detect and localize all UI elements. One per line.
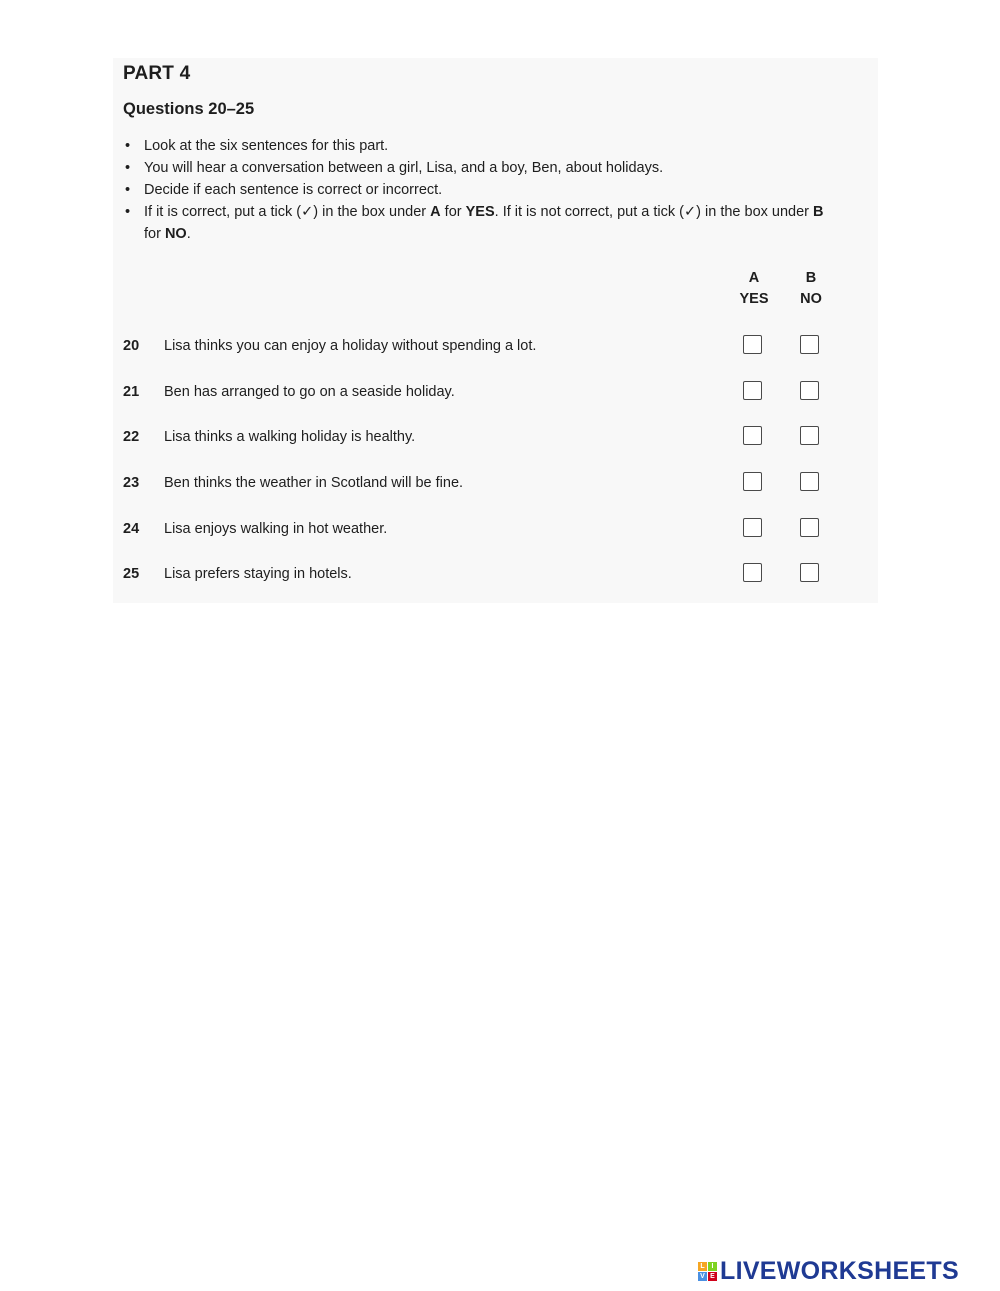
- yes-checkbox[interactable]: [743, 335, 762, 354]
- instruction-item: [123, 201, 843, 245]
- question-number: 20: [123, 338, 140, 354]
- column-b-letter: B: [805, 270, 817, 286]
- question-text: Ben thinks the weather in Scotland will be fine.: [164, 475, 464, 491]
- question-number: 22: [123, 429, 140, 445]
- question-row: [123, 472, 843, 498]
- question-row: [123, 563, 843, 589]
- column-a-letter: A: [748, 270, 760, 286]
- column-b-label: NO: [800, 291, 822, 307]
- no-checkbox[interactable]: [800, 518, 819, 537]
- column-a-header: [729, 268, 779, 310]
- instruction-text-part: . If it is not correct, put a tick (✓) in the box under: [494, 204, 814, 220]
- question-row: [123, 426, 843, 452]
- question-text: Ben has arranged to go on a seaside holiday.: [164, 384, 455, 400]
- logo-block: I: [708, 1262, 717, 1271]
- instruction-bold: A: [430, 204, 441, 220]
- yes-checkbox[interactable]: [743, 426, 762, 445]
- instruction-item: [123, 157, 843, 179]
- no-checkbox[interactable]: [800, 426, 819, 445]
- yes-checkbox[interactable]: [743, 563, 762, 582]
- no-checkbox[interactable]: [800, 563, 819, 582]
- instruction-text-part: .: [186, 226, 191, 242]
- question-number: 24: [123, 521, 140, 537]
- instruction-text: [144, 204, 824, 242]
- instruction-text: Decide if each sentence is correct or incorrect.: [144, 182, 443, 198]
- question-text: Lisa thinks a walking holiday is healthy.: [164, 429, 416, 445]
- instructions-list: [123, 135, 843, 245]
- no-checkbox[interactable]: [800, 472, 819, 491]
- question-text: Lisa thinks you can enjoy a holiday without spending a lot.: [164, 338, 537, 354]
- instruction-bold: YES: [465, 204, 495, 220]
- no-checkbox[interactable]: [800, 381, 819, 400]
- question-number: 25: [123, 566, 140, 582]
- no-checkbox[interactable]: [800, 335, 819, 354]
- instruction-text: You will hear a conversation between a girl, Lisa, and a boy, Ben, about holidays.: [144, 160, 664, 176]
- instruction-bold: B: [813, 204, 824, 220]
- logo-block: E: [708, 1272, 717, 1281]
- question-row: [123, 335, 843, 361]
- instruction-text-part: for: [440, 204, 466, 220]
- column-a-label: YES: [739, 291, 769, 307]
- question-number: 21: [123, 384, 140, 400]
- instruction-bold: NO: [164, 226, 187, 242]
- question-text: Lisa prefers staying in hotels.: [164, 566, 352, 582]
- yes-checkbox[interactable]: [743, 381, 762, 400]
- yes-checkbox[interactable]: [743, 472, 762, 491]
- logo-blocks-icon: [698, 1262, 717, 1281]
- liveworksheets-logo: [698, 1257, 959, 1285]
- yes-checkbox[interactable]: [743, 518, 762, 537]
- question-row: [123, 381, 843, 407]
- bullet-icon: •: [125, 138, 131, 154]
- instruction-text-part: If it is correct, put a tick (✓) in the box under: [144, 204, 431, 220]
- questions-title: Questions 20–25: [123, 100, 255, 118]
- logo-text: LIVEWORKSHEETS: [720, 1256, 959, 1285]
- logo-block: L: [698, 1262, 707, 1271]
- part-title: PART 4: [123, 63, 191, 84]
- logo-block: V: [698, 1272, 707, 1281]
- column-b-header: [786, 268, 836, 310]
- instruction-item: [123, 179, 843, 201]
- bullet-icon: •: [125, 182, 131, 198]
- bullet-icon: •: [125, 160, 131, 176]
- bullet-icon: •: [125, 204, 131, 220]
- instruction-item: [123, 135, 843, 157]
- question-row: [123, 518, 843, 544]
- instruction-text: Look at the six sentences for this part.: [144, 138, 389, 154]
- instruction-text-part: for: [144, 226, 165, 242]
- question-text: Lisa enjoys walking in hot weather.: [164, 521, 388, 537]
- question-number: 23: [123, 475, 140, 491]
